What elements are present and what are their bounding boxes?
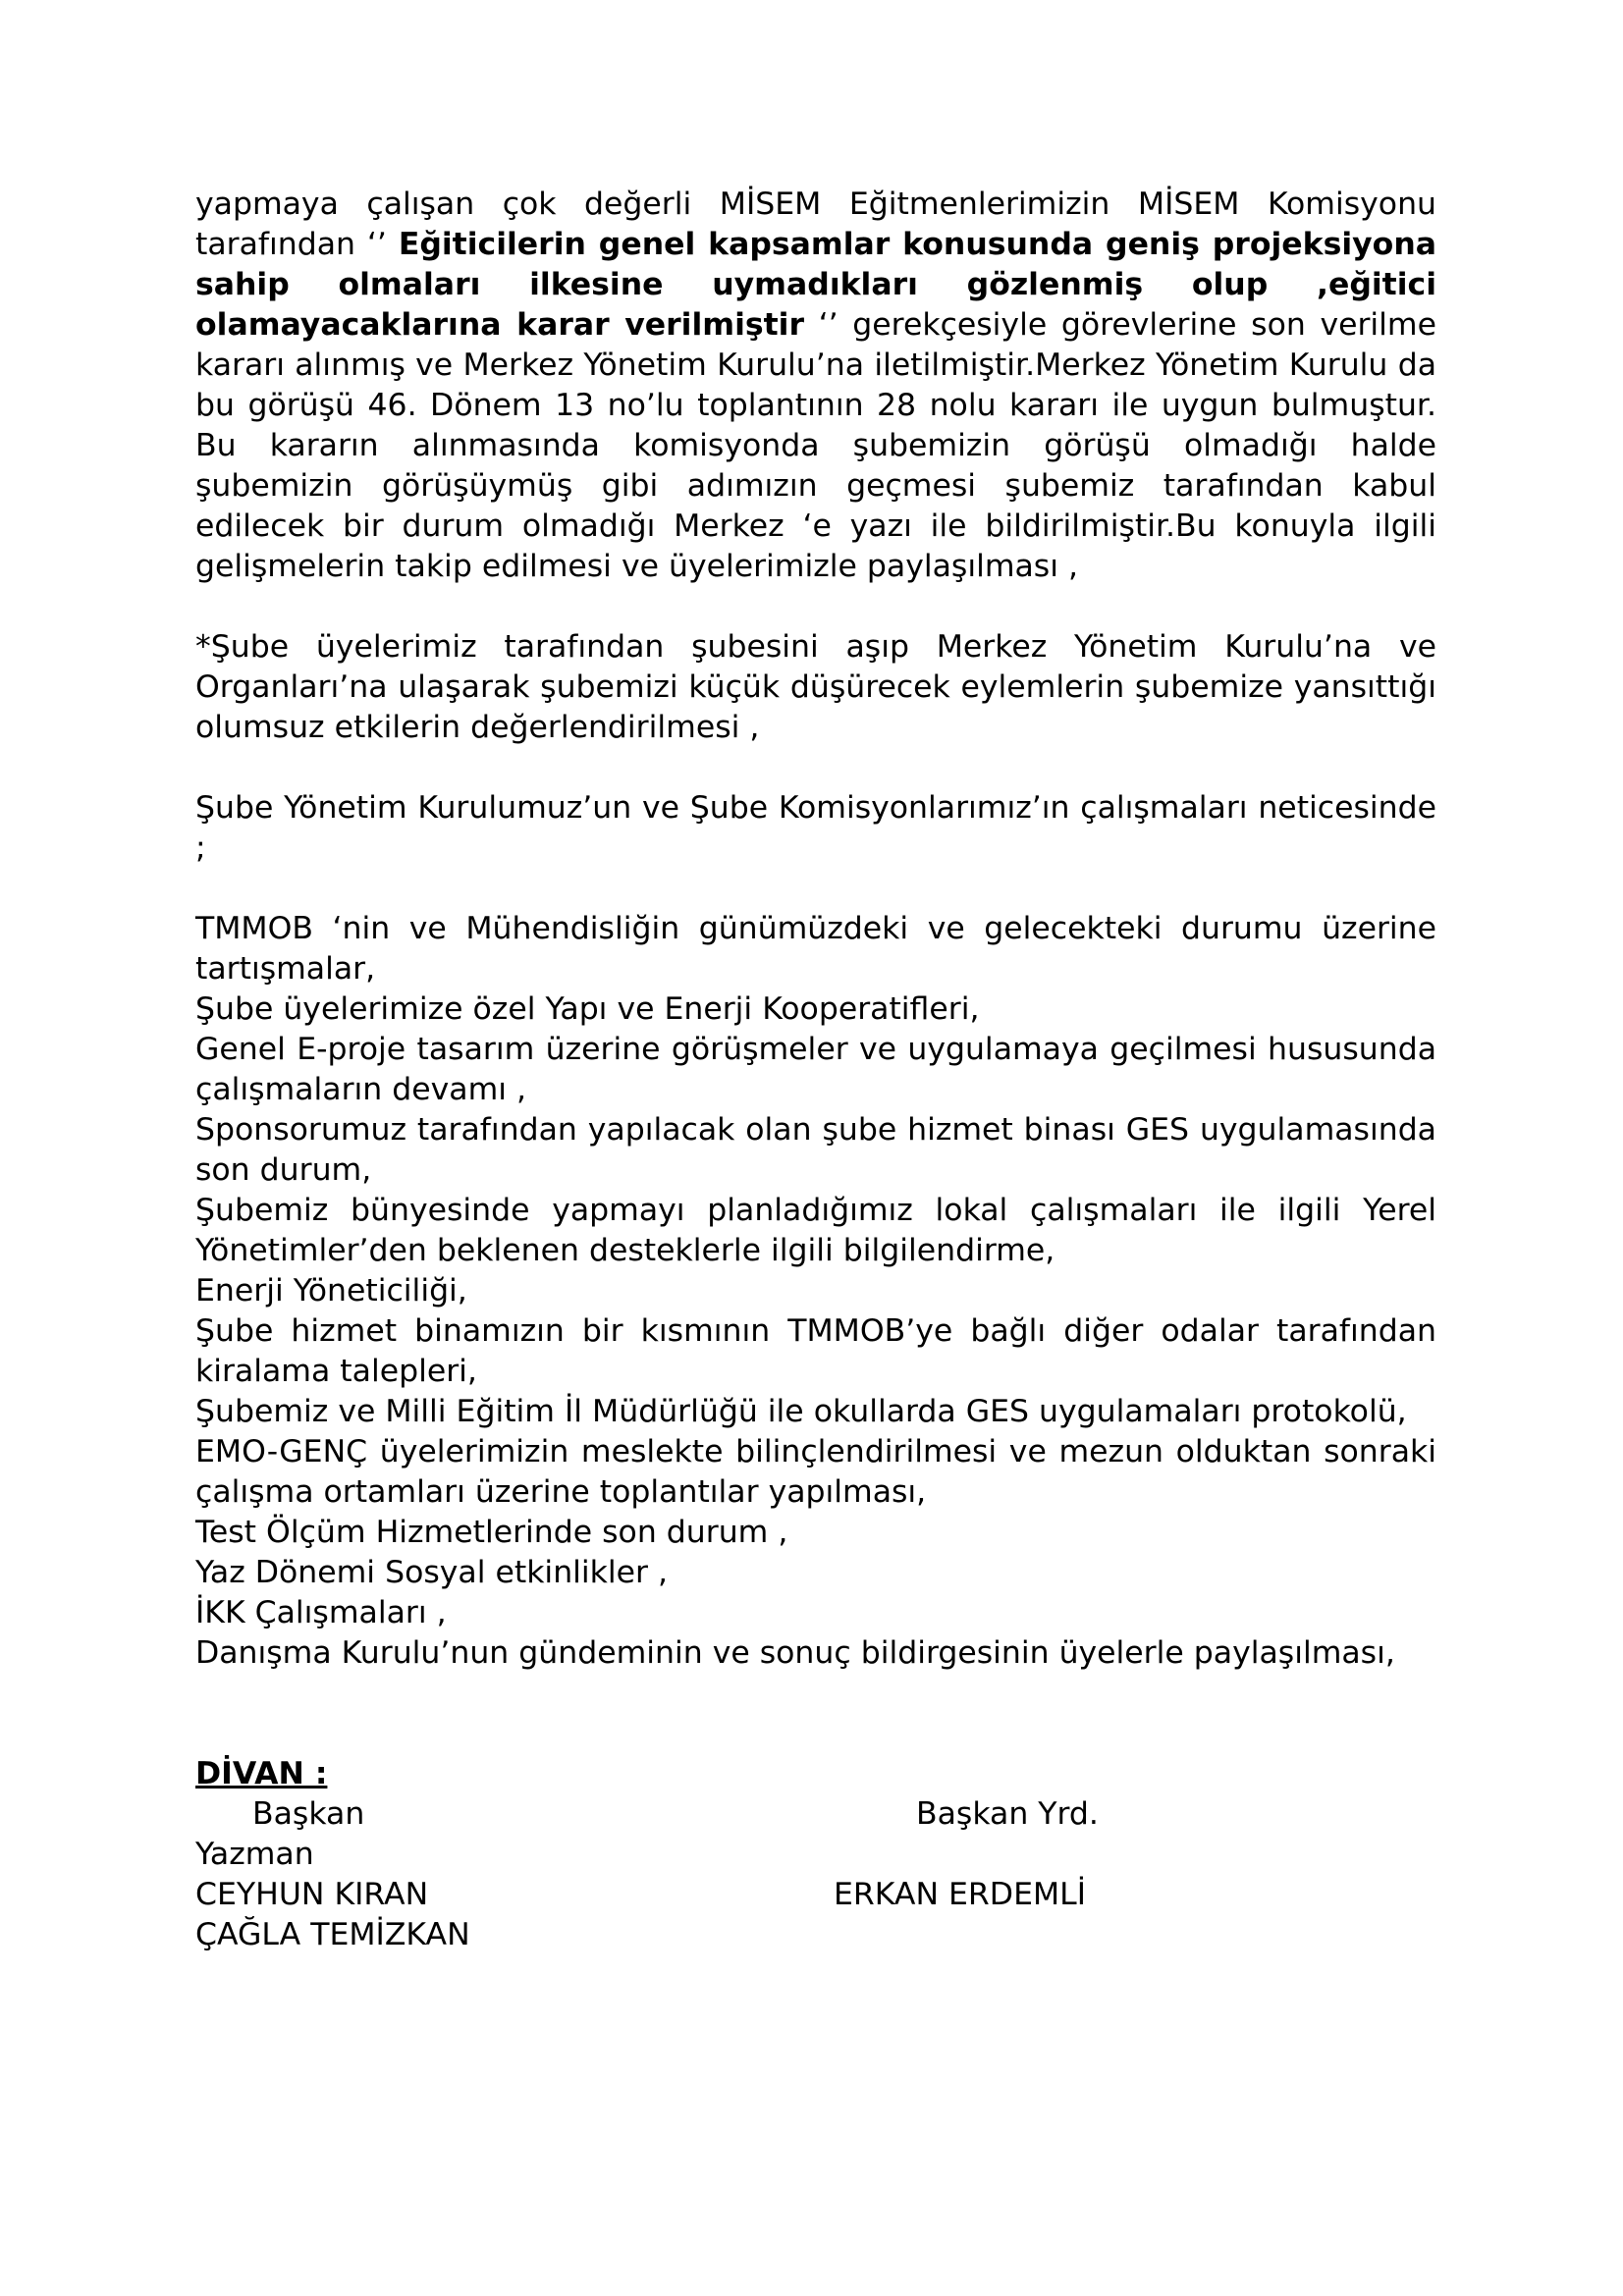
spacer <box>195 869 1436 909</box>
paragraph-sube-uyeleri: *Şube üyelerimiz tarafından şubesini aşıp Merkez Yönetim Kurulu’na ve Organları’na ulaşarak şubemizi küçük düşürecek eylemlerin şubemize yansıttığı olumsuz etkilerin değerlendirilmesi , <box>195 629 1436 745</box>
paragraph-misem-bold: Eğiticilerin genel kapsamlar konusunda geniş projeksiyona sahip olmaları ilkesine uymadıkları gözlenmiş olup ,eğitici olamayacaklarına karar verilmiştir <box>195 227 1436 343</box>
document-page <box>195 185 1436 1955</box>
spacer <box>195 1674 1436 1714</box>
agenda-item: Enerji Yöneticiliği, <box>195 1273 467 1308</box>
agenda-item: Şubemiz ve Milli Eğitim İl Müdürlüğü ile okullarda GES uygulamaları protokolü, <box>195 1394 1407 1429</box>
spacer <box>195 748 1436 788</box>
agenda-item: Sponsorumuz tarafından yapılacak olan şube hizmet binası GES uygulamasında son durum, <box>195 1112 1436 1188</box>
agenda-item: EMO-GENÇ üyelerimizin meslekte bilinçlendirilmesi ve mezun olduktan sonraki çalışma ortamları üzerine toplantılar yapılması, <box>195 1434 1436 1510</box>
agenda-item: Yaz Dönemi Sosyal etkinlikler , <box>195 1555 669 1590</box>
yazman-name: ÇAĞLA TEMİZKAN <box>195 1917 470 1952</box>
baskan-name: CEYHUN KIRAN <box>195 1877 429 1912</box>
agenda-item: Test Ölçüm Hizmetlerinde son durum , <box>195 1515 788 1550</box>
agenda-item: Şubemiz bünyesinde yapmayı planladığımız lokal çalışmaları ile ilgili Yerel Yönetimler’den beklenen desteklerle ilgili bilgilendirme, <box>195 1193 1436 1268</box>
agenda-list <box>195 909 1436 1674</box>
baskan-label: Başkan <box>252 1796 365 1832</box>
signature-roles-row <box>195 1794 1436 1835</box>
signature-names-row <box>195 1875 1436 1915</box>
spacer <box>195 587 1436 627</box>
baskan-yrd-name: ERKAN ERDEMLİ <box>834 1877 1086 1912</box>
agenda-item: Genel E-proje tasarım üzerine görüşmeler ve uygulamaya geçilmesi hususunda çalışmaların devamı , <box>195 1032 1436 1107</box>
paragraph-misem-part2: ‘’ gerekçesiyle görevlerine son verilme kararı alınmış ve Merkez Yönetim Kurulu’na iletilmiştir.Merkez Yönetim Kurulu da bu görüşü 46. Dönem 13 no’lu toplantının 28 nolu kararı ile uygun bulmuştur. Bu kararın alınmasında komisyonda şubemizin görüşü olmadığı halde şubemizin görüşüymüş gibi adımızın geçmesi şubemiz tarafından kabul edilecek bir durum olmadığı Merkez ‘e yazı ile bildirilmiştir.Bu konuyla ilgili gelişmelerin takip edilmesi ve üyelerimizle paylaşılması , <box>195 307 1436 584</box>
spacer <box>195 1714 1436 1754</box>
agenda-item: Şube hizmet binamızın bir kısmının TMMOB’ye bağlı diğer odalar tarafından kiralama talepleri, <box>195 1313 1436 1389</box>
paragraph-misem <box>195 185 1436 587</box>
signature-yazman-name-row <box>195 1915 1436 1955</box>
paragraph-misem-part1: yapmaya çalışan çok değerli MİSEM Eğitmenlerimizin MİSEM Komisyonu tarafından ‘’ <box>195 187 1436 262</box>
signature-yazman-row <box>195 1835 1436 1875</box>
yazman-label: Yazman <box>195 1837 314 1872</box>
agenda-item: Danışma Kurulu’nun gündeminin ve sonuç bildirgesinin üyelerle paylaşılması, <box>195 1635 1395 1671</box>
divan-title: DİVAN : <box>195 1756 328 1791</box>
agenda-item: Şube üyelerimize özel Yapı ve Enerji Kooperatifleri, <box>195 991 980 1027</box>
agenda-item: İKK Çalışmaları , <box>195 1595 447 1630</box>
agenda-item: TMMOB ‘nin ve Mühendisliğin günümüzdeki ve gelecekteki durumu üzerine tartışmalar, <box>195 911 1436 987</box>
baskan-yrd-label: Başkan Yrd. <box>916 1796 1099 1832</box>
paragraph-calismalar: Şube Yönetim Kurulumuz’un ve Şube Komisyonlarımız’ın çalışmaları neticesinde ; <box>195 790 1436 866</box>
